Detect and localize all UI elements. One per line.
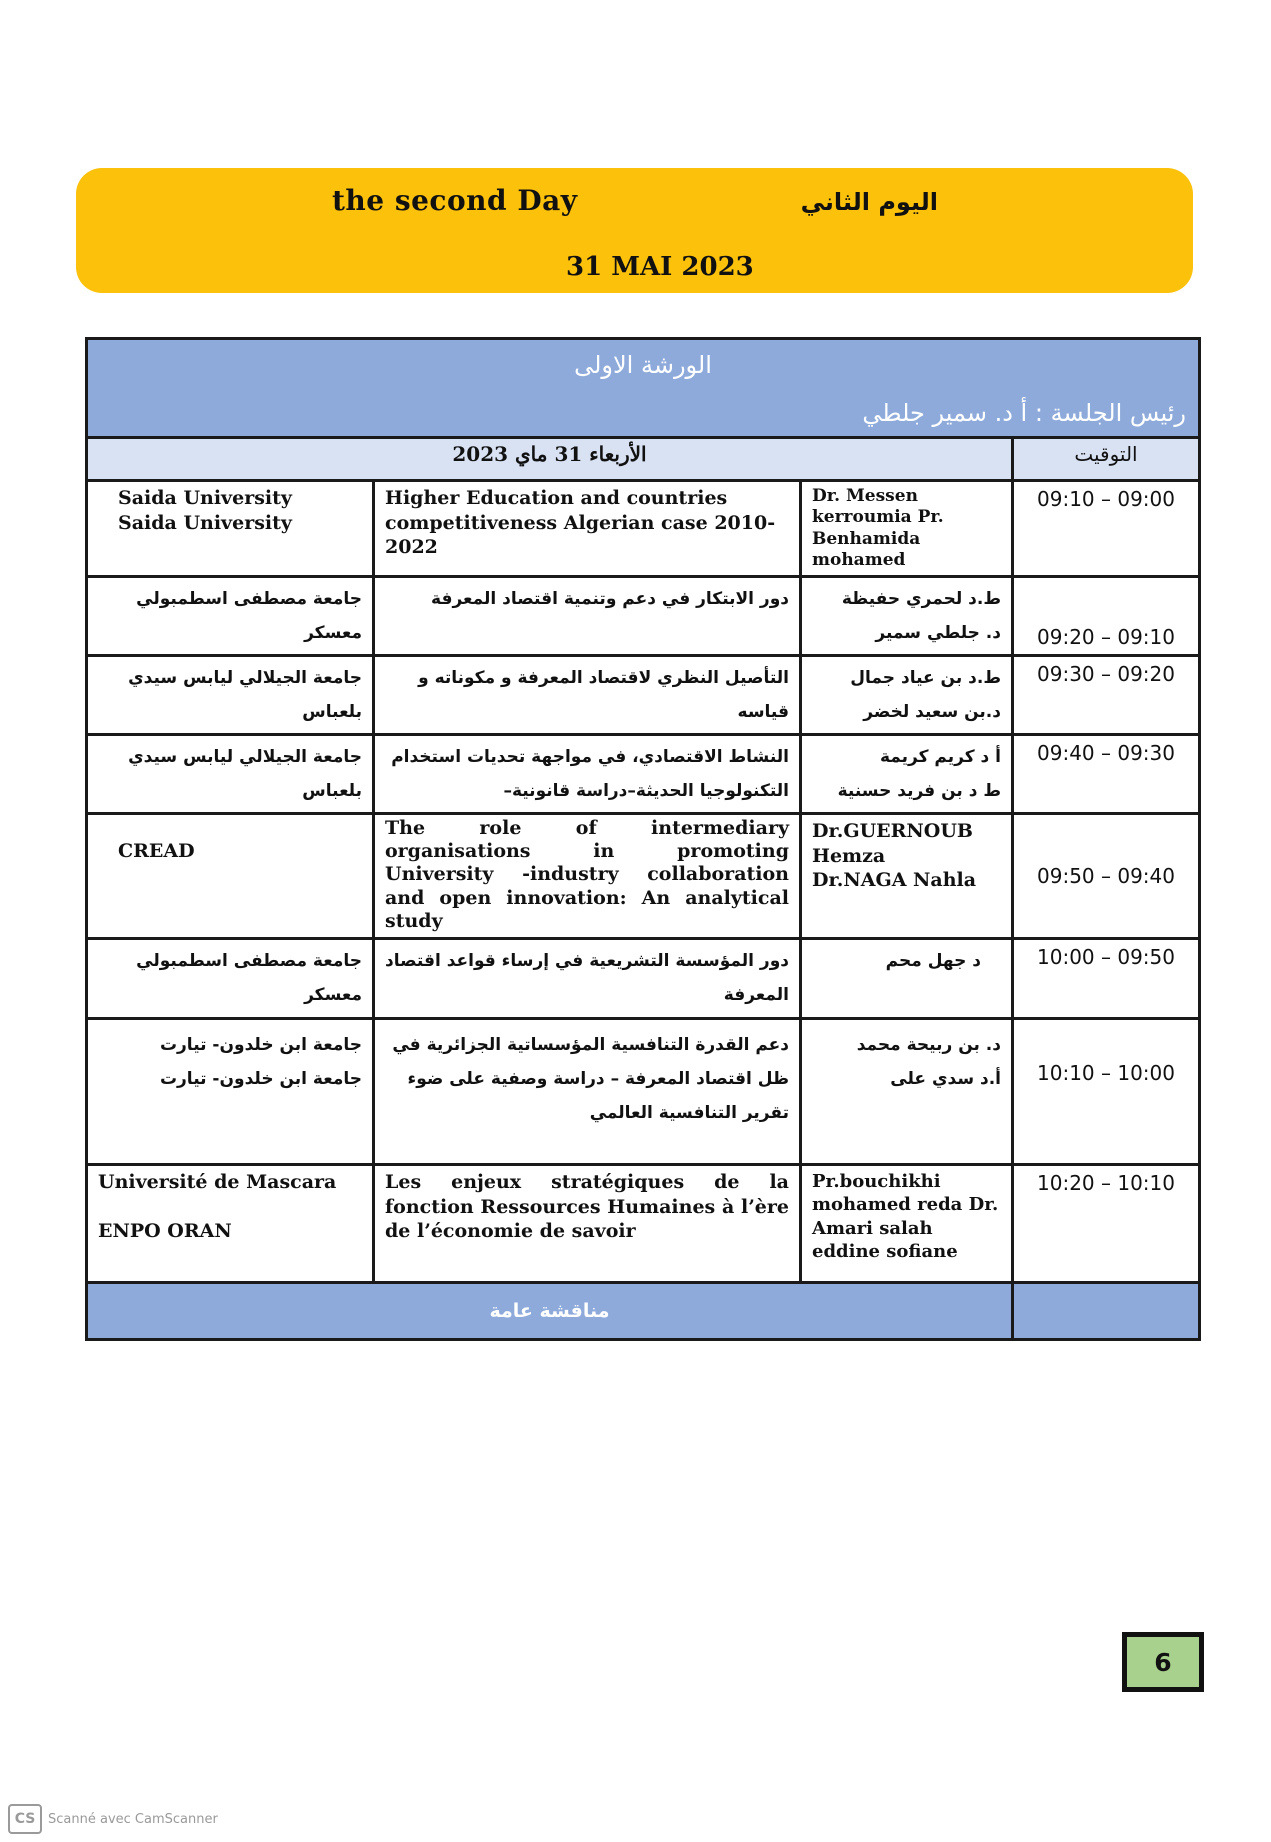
page-number: 6 xyxy=(1122,1632,1204,1692)
table-row xyxy=(87,814,1200,939)
speakers-cell: Pr.bouchikhi mohamed reda Dr. Amari salah eddine sofiane xyxy=(801,1164,1013,1282)
institution-line: جامعة مصطفى اسطمبولي معسكر xyxy=(136,950,362,1005)
speaker-line: Dr.GUERNOUB Hemza xyxy=(812,820,973,867)
column-header-row xyxy=(87,438,1200,481)
footer-row xyxy=(87,1282,1200,1339)
institution-cell xyxy=(87,656,374,735)
title-cell: The role of intermediary organisations in promoting University -industry collaboration and open innovation: An analytical study xyxy=(374,814,801,939)
table-row xyxy=(87,1164,1200,1282)
institution-line: Université de Mascara xyxy=(98,1170,337,1193)
title-cell: دعم القدرة التنافسية المؤسساتية الجزائرية في ظل اقتصاد المعرفة – دراسة وصفية على ضوء تقرير التنافسية العالمي xyxy=(374,1018,801,1164)
speaker-line: د.بن سعيد لخضر xyxy=(863,702,1001,722)
time-cell: 09:30 – 09:20 xyxy=(1013,656,1200,735)
speakers-cell xyxy=(801,938,1013,1018)
speakers-cell xyxy=(801,577,1013,656)
institution-cell xyxy=(87,481,374,577)
camscanner-logo-icon: CS xyxy=(8,1804,42,1834)
scanner-text: Scanné avec CamScanner xyxy=(48,1811,218,1827)
workshop-title: الورشة الاولى xyxy=(574,351,712,379)
title-cell: دور الابتكار في دعم وتنمية اقتصاد المعرفة xyxy=(374,577,801,656)
speaker-line: د جهل محم xyxy=(885,950,981,971)
banner-date: 31 MAI 2023 xyxy=(566,252,754,282)
speaker-line: أ د كريم كريمة xyxy=(879,747,1001,767)
institution-line: ENPO ORAN xyxy=(98,1219,232,1242)
workshop-header xyxy=(87,339,1200,438)
speakers-cell xyxy=(801,735,1013,814)
time-cell: 10:20 – 10:10 xyxy=(1013,1164,1200,1282)
institution-line: Saida University xyxy=(118,487,292,509)
institution-line: جامعة مصطفى اسطمبولي معسكر xyxy=(136,589,362,643)
table-row xyxy=(87,1018,1200,1164)
banner-title-en: the second Day xyxy=(332,184,578,217)
institution-line: CREAD xyxy=(118,840,195,862)
speaker-line: ط.د لحمري حفيظة xyxy=(841,589,1001,609)
institution-cell xyxy=(87,577,374,656)
table-row xyxy=(87,656,1200,735)
time-cell: 09:40 – 09:30 xyxy=(1013,735,1200,814)
session-chair: رئيس الجلسة : أ د. سمير جلطي xyxy=(862,399,1186,427)
speakers-cell xyxy=(801,1018,1013,1164)
title-cell: Les enjeux stratégiques de la fonction Ressources Humaines à l’ère de l’économie de savoir xyxy=(374,1164,801,1282)
speakers-cell: Dr. Messen kerroumia Pr. Benhamida mohamed xyxy=(801,481,1013,577)
institution-cell xyxy=(87,1164,374,1282)
general-discussion: مناقشة عامة xyxy=(87,1282,1013,1339)
speakers-cell xyxy=(801,814,1013,939)
institution-line: جامعة ابن خلدون- تيارت xyxy=(159,1034,362,1055)
title-cell: التأصيل النظري لاقتصاد المعرفة و مكوناته و قياسه xyxy=(374,656,801,735)
workshop-header-row xyxy=(87,339,1200,438)
banner-title-ar: اليوم الثاني xyxy=(800,188,938,216)
speaker-line: د. جلطي سمير xyxy=(875,623,1001,643)
institution-line: جامعة ابن خلدون- تيارت xyxy=(159,1068,362,1089)
institution-line: جامعة الجيلالي ليابس سيدي بلعباس xyxy=(128,747,362,801)
time-cell: 09:10 – 09:00 xyxy=(1013,481,1200,577)
speaker-line: د. بن ربيحة محمد xyxy=(856,1034,1001,1055)
date-header: الأربعاء 31 ماي 2023 xyxy=(87,438,1013,481)
speaker-line: ط.د بن عياد جمال xyxy=(850,668,1001,688)
title-cell: النشاط الاقتصادي، في مواجهة تحديات استخدام التكنولوجيا الحديثة–دراسة قانونية– xyxy=(374,735,801,814)
table-row xyxy=(87,481,1200,577)
institution-cell xyxy=(87,1018,374,1164)
title-cell: دور المؤسسة التشريعية في إرساء قواعد اقتصاد المعرفة xyxy=(374,938,801,1018)
speaker-line: أ.د سدي على xyxy=(890,1068,1001,1089)
institution-line: جامعة الجيلالي ليابس سيدي بلعباس xyxy=(128,668,362,722)
schedule-table xyxy=(85,337,1201,1341)
time-cell: 09:50 – 09:40 xyxy=(1013,814,1200,939)
table-row xyxy=(87,938,1200,1018)
footer-empty-cell xyxy=(1013,1282,1200,1339)
table-row xyxy=(87,577,1200,656)
day-banner xyxy=(76,168,1193,293)
institution-cell xyxy=(87,938,374,1018)
title-cell: Higher Education and countries competitiveness Algerian case 2010-2022 xyxy=(374,481,801,577)
speakers-cell xyxy=(801,656,1013,735)
institution-cell xyxy=(87,735,374,814)
time-header: التوقيت xyxy=(1013,438,1200,481)
speaker-line: Dr.NAGA Nahla xyxy=(812,869,977,892)
time-cell: 10:10 – 10:00 xyxy=(1013,1018,1200,1164)
institution-line: Saida University xyxy=(118,511,292,534)
time-cell: 09:20 – 09:10 xyxy=(1013,577,1200,656)
scanner-watermark xyxy=(8,1804,218,1834)
speaker-line: ط د بن فريد حسنية xyxy=(837,781,1001,801)
institution-cell xyxy=(87,814,374,939)
table-row xyxy=(87,735,1200,814)
time-cell: 10:00 – 09:50 xyxy=(1013,938,1200,1018)
